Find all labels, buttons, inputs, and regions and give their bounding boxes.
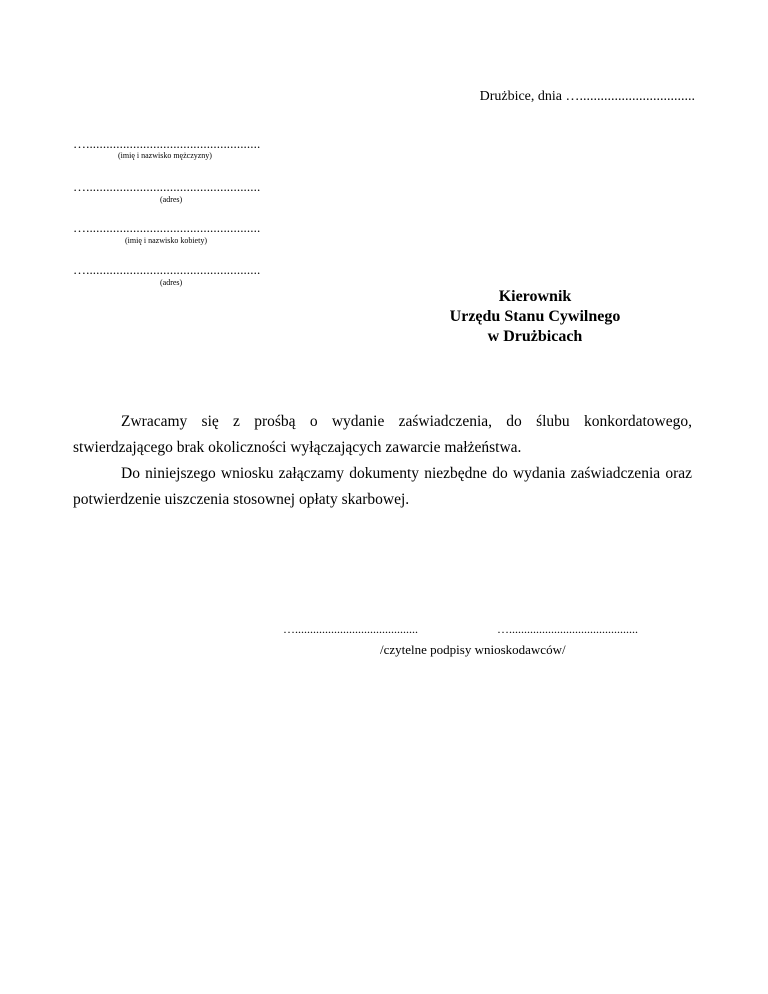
signature-caption: /czytelne podpisy wnioskodawców/: [380, 642, 566, 657]
applicant-man-name-caption: (imię i nazwisko mężczyzny): [118, 151, 212, 160]
request-paragraph: Zwracamy się z prośbą o wydanie zaświadczenia, do ślubu konkordatowego, stwierdzającego brak okoliczności wyłączających zawarcie małżeństwa.: [73, 413, 692, 456]
attachments-paragraph: Do niniejszego wniosku załączamy dokumenty niezbędne do wydania zaświadczenia oraz potwierdzenie uiszczenia stosownej opłaty skarbowej.: [73, 465, 692, 508]
request-body: [73, 409, 692, 513]
place-date: Drużbice, dnia ….................................: [479, 89, 695, 104]
applicant-woman-address-caption: (adres): [160, 278, 183, 287]
applicant-woman-name-caption: (imię i nazwisko kobiety): [125, 236, 207, 245]
applicant-man-address-line: …....................................................: [73, 179, 261, 194]
signature-line-right: …...........................................: [497, 622, 638, 636]
applicant-man-name-line: …....................................................: [73, 136, 261, 151]
applicant-woman-name-line: …....................................................: [73, 220, 261, 235]
recipient-title: Kierownik: [498, 288, 572, 305]
recipient-block: [430, 287, 640, 347]
signature-line-left: ….........................................: [283, 622, 418, 636]
applicant-woman-address-line: …....................................................: [73, 262, 261, 277]
recipient-location: w Drużbicach: [487, 328, 583, 345]
applicant-man-address-caption: (adres): [160, 195, 183, 204]
recipient-office: Urzędu Stanu Cywilnego: [449, 308, 621, 325]
